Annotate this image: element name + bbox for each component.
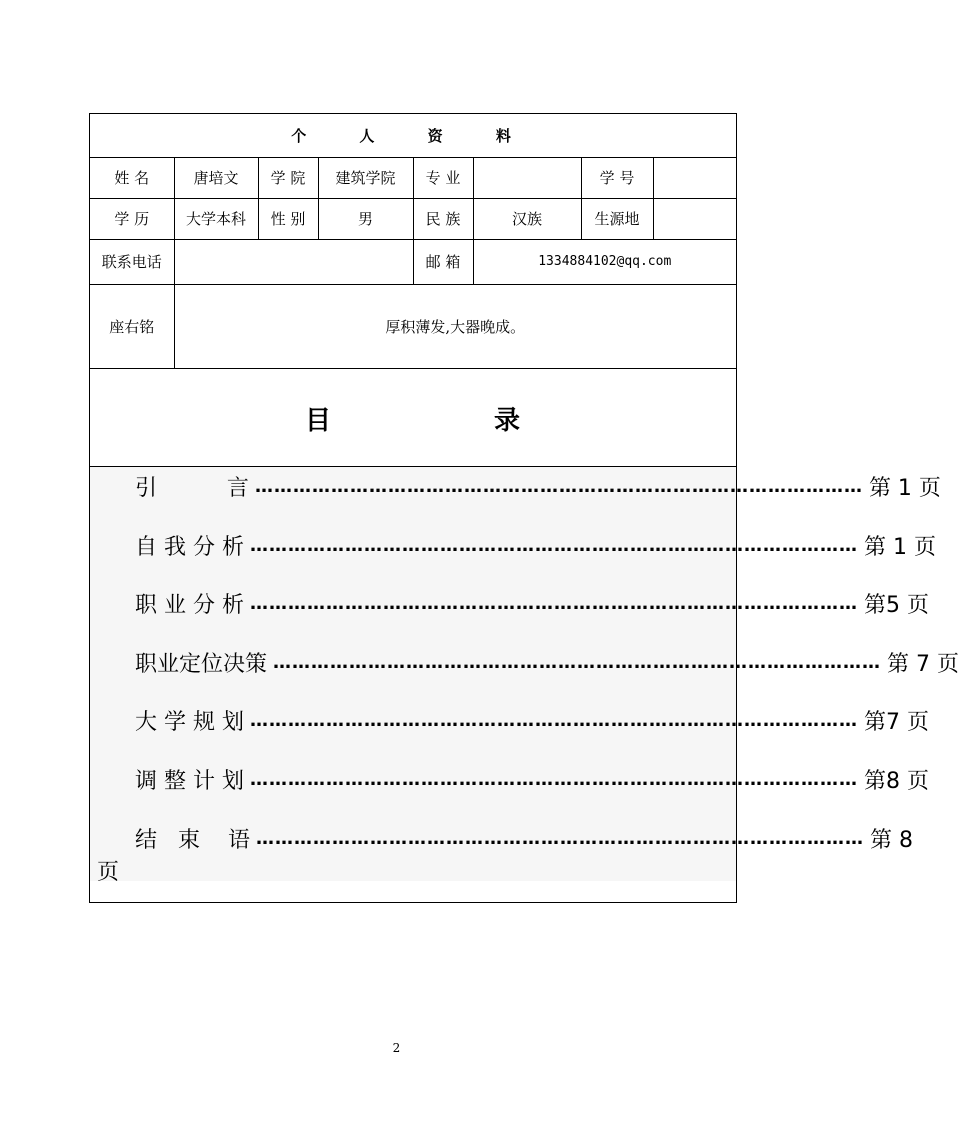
- toc-item[interactable]: [135, 645, 959, 679]
- gender-label: 性 别: [258, 198, 318, 239]
- toc-item-label: 大 学 规 划: [135, 709, 244, 735]
- toc-leader-dots: ……………………………………………………………………………………: [249, 768, 858, 790]
- toc-item[interactable]: [135, 821, 913, 855]
- toc-leader-dots: ……………………………………………………………………………………: [249, 709, 858, 731]
- toc-heading: [90, 368, 736, 467]
- toc-leader-dots: ……………………………………………………………………………………: [273, 651, 882, 673]
- college-label: 学 院: [258, 157, 318, 198]
- toc-item-page-wrap: 页: [97, 860, 120, 885]
- toc-item[interactable]: [135, 528, 936, 562]
- student-id-value: [653, 157, 736, 198]
- toc-item[interactable]: [135, 762, 929, 796]
- toc-leader-dots: ……………………………………………………………………………………: [249, 592, 858, 614]
- toc-item-page: 第 1 页: [868, 475, 941, 501]
- education-value: 大学本科: [174, 198, 258, 239]
- page-number: 2: [392, 1041, 401, 1055]
- gender-value: 男: [318, 198, 413, 239]
- toc-item[interactable]: [135, 586, 929, 620]
- toc-leader-dots: ……………………………………………………………………………………: [249, 534, 858, 556]
- toc-leader-dots: ……………………………………………………………………………………: [254, 475, 863, 497]
- profile-title: 个 人 资 料: [90, 114, 736, 157]
- toc-item[interactable]: [135, 703, 929, 737]
- ethnicity-label: 民 族: [413, 198, 473, 239]
- toc-leader-dots: ……………………………………………………………………………………: [255, 827, 864, 849]
- motto-label: 座右铭: [90, 284, 174, 368]
- toc-item-page: 第5 页: [863, 592, 929, 618]
- name-value: 唐培文: [174, 157, 258, 198]
- student-id-label: 学 号: [581, 157, 653, 198]
- toc-item-label: 职业定位决策: [135, 651, 268, 677]
- college-value: 建筑学院: [318, 157, 413, 198]
- profile-table: [90, 114, 736, 369]
- name-label: 姓 名: [90, 157, 174, 198]
- profile-sheet: [89, 113, 959, 903]
- toc-list: [90, 467, 959, 885]
- phone-value: [174, 239, 413, 284]
- toc-item-page: 第7 页: [863, 709, 929, 735]
- ethnicity-value: 汉族: [473, 198, 581, 239]
- toc-item-label: 自 我 分 析: [135, 534, 244, 560]
- toc-item-page: 第8 页: [863, 768, 929, 794]
- phone-label: 联系电话: [90, 239, 174, 284]
- toc-item[interactable]: [135, 469, 941, 503]
- toc-heading-left: 目: [305, 406, 332, 436]
- toc-item-page: 第 7 页: [887, 651, 959, 677]
- toc-item-page: 第 1 页: [863, 534, 936, 560]
- email-value: 1334884102@qq.com: [473, 239, 736, 284]
- email-label: 邮 箱: [413, 239, 473, 284]
- toc-item-page: 第 8: [869, 827, 913, 853]
- toc-heading-right: 录: [494, 406, 521, 436]
- education-label: 学 历: [90, 198, 174, 239]
- origin-value: [653, 198, 736, 239]
- major-value: [473, 157, 581, 198]
- toc-item-label: 调 整 计 划: [135, 768, 244, 794]
- origin-label: 生源地: [581, 198, 653, 239]
- motto-value: 厚积薄发,大器晚成。: [174, 284, 736, 368]
- major-label: 专 业: [413, 157, 473, 198]
- toc-item-label: 职 业 分 析: [135, 592, 244, 618]
- toc-item-label: 引 言: [135, 475, 249, 501]
- toc-item-label: 结 束 语: [135, 827, 250, 853]
